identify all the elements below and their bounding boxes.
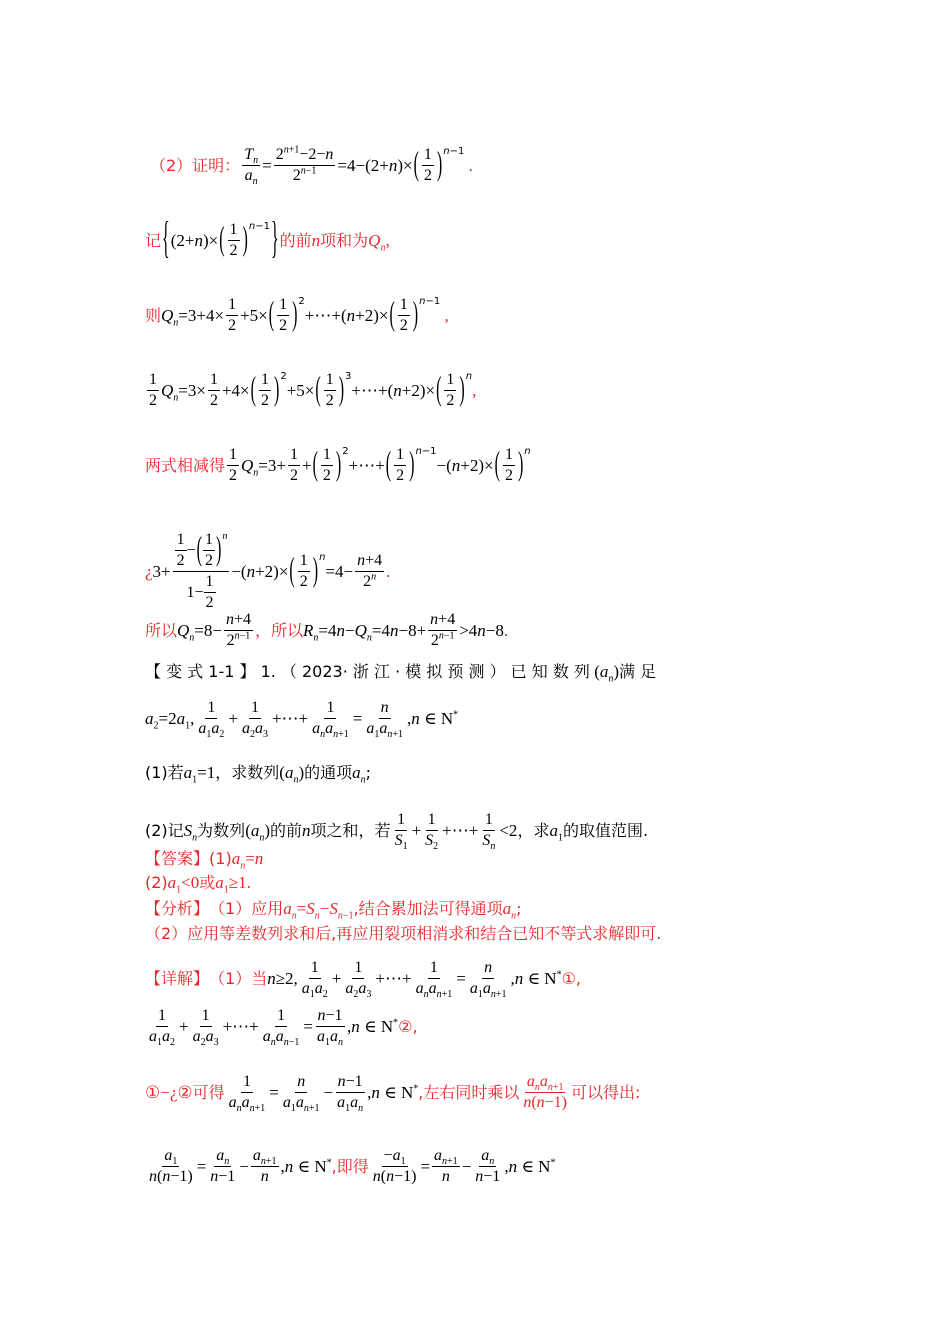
conclusion-line: 所以 $Q_n=8-$ $\frac{n+4}{2^{n-1}}$ ，所以 $R_n=4n-Q_n=4n-8+$ $\frac{n+4}{2^{n-1}}$ >4n−8 . [145, 611, 509, 649]
half-Q-line: $\frac{1}{2}$ $Q_n=3\times$ $\frac{1}{2}$ +4× ( $\frac{1}{2}$ ) $^2$ +5× ( $\frac{1}{2}$ ) $^3$ +⋯+(n+2)× ( $\frac{1}{2}$ ) $^n$ , [149, 370, 477, 409]
fraction: $\frac{2^{n+1}-2-n}{2^{n-1}}$ [275, 144, 334, 184]
Q-sum-line: 则 $Q_n=3+4\times$ $\frac{1}{2}$ +5× ( $\frac{1}{2}$ ) $^2$ +⋯+(n+2)× ( $\frac{1}{2}$ ) $^{n -1}$ , [145, 295, 449, 334]
detail-line-3: ①−¿② 可得 $\frac{1}{a_na_{n+1}}$ = $\frac{n}{a_1a_{n+1}}$ − $\frac{n-1}{a_1a_n}$ ,n ∈ N* ,左右同时乘以 $\frac{a_na_{n+1}}{n(n-1)}$ 可以得出: [145, 1073, 641, 1115]
answer-line-2: (2) $a_1<0$ 或 $a_1\ge 1$. [145, 873, 251, 896]
answer-label: 【答案】 [145, 849, 210, 868]
question-1: (1)若 $a_1=1$ ，求数列 $(a_n)$ 的通项 $a_n$ ; [145, 763, 372, 786]
variant-head-text: 【 变 式 1-1 】 1. （ 2023· 浙 江 · 模 拟 预 测 ） 已 知 数 列 [145, 662, 590, 681]
proof-line: （2）证明： $\frac{T_n}{a_n}$ = $\frac{2^{n+1}-2-n}{2^{n-1}}$ =4− (2+n) × ( $\frac{1}{2}$ ) $^{n -1}$ . [150, 144, 473, 188]
subtract-line: 两式相减得 $\frac{1}{2}$ $Q_n=3+$ $\frac{1}{2}$ + ( $\frac{1}{2}$ ) $^2$ +⋯+ ( $\frac{1}{2}$ ) $^{n -1}$ −(n+2)× ( $\frac{1}{2}$ ) $^n$ [145, 445, 531, 484]
question-2: (2)记 $S_n$ 为数列 $(a_n)$ 的前 n 项之和，若 $\frac{1}{S_1}$ + $\frac{1}{S_2}$ +⋯+ $\frac{1}{S_n}$ <2 ，求 $a_1$ 的取值范围. [145, 811, 649, 853]
variant-heading: 【 变 式 1-1 】 1. （ 2023· 浙 江 · 模 拟 预 测 ） 已 知 数 列 $(a_n)$ 满 足 [145, 662, 657, 685]
detail-line-1: 【详解】 （1）当 n≥2, $\frac{1}{a_1a_2}$ + $\frac{1}{a_2a_3}$ +⋯+ $\frac{1}{a_na_{n+1}}$ = $\frac{n}{a_1a_{n+1}}$ ,n ∈ N* ①, [145, 959, 582, 1001]
answer-line-1: 【答案】 (1) $a_n=n$ [145, 849, 264, 872]
analysis-line-1: 【分析】 （1）应用 $a_n=S_n-S_{n-1}$ ,结合累加法可得通项 $a_n$ ; [145, 899, 522, 922]
fraction: $\frac{T_n}{a_n}$ [244, 146, 259, 188]
define-Q-line: 记 { (2+n)× ( $\frac{1}{2}$ ) $^{n -1}$ } 的前 n 项和为 $Q_n$, [145, 215, 390, 263]
detail-label: 【详解】 [145, 968, 210, 988]
detail-line-4: $\frac{a_1}{n(n-1)}$ = $\frac{a_n}{n-1}$ − $\frac{a_{n+1}}{n}$ ,n ∈ N* ,即得 $\frac{-a_1}{n(n-1)}$ = $\frac{a_{n+1}}{n}$ − $\frac{a_n}{n-1}$ ,n ∈ N* [149, 1147, 556, 1185]
analysis-line-2: （2）应用等差数列求和后,再应用裂项相消求和结合已知不等式求解即可. [145, 924, 662, 943]
variant-condition: $a_2=2a_1$, $\frac{1}{a_1a_2}$ + $\frac{1}{a_2a_3}$ +⋯+ $\frac{1}{a_na_{n+1}}$ = $\frac{n}{a_1a_{n+1}}$ ,n ∈ N* [145, 699, 459, 741]
analysis-label: 【分析】 [145, 899, 210, 918]
proof-label: （2）证明： [150, 155, 241, 175]
detail-line-2: $\frac{1}{a_1a_2}$ + $\frac{1}{a_2a_3}$ +⋯+ $\frac{1}{a_na_{n-1}}$ = $\frac{n-1}{a_1a_n}$ ,n ∈ N* ②, [149, 1007, 418, 1049]
simplify-line: ¿ 3+ $\frac{1}{2}$ − ( $\frac{1}{2}$ ) $^n$ 1− $\frac{1}{2}$ −(n+2)× ( $\frac{1}{2}$ ) $^n$ =4− $\frac{n+4}{2^n}$ . [145, 530, 391, 611]
